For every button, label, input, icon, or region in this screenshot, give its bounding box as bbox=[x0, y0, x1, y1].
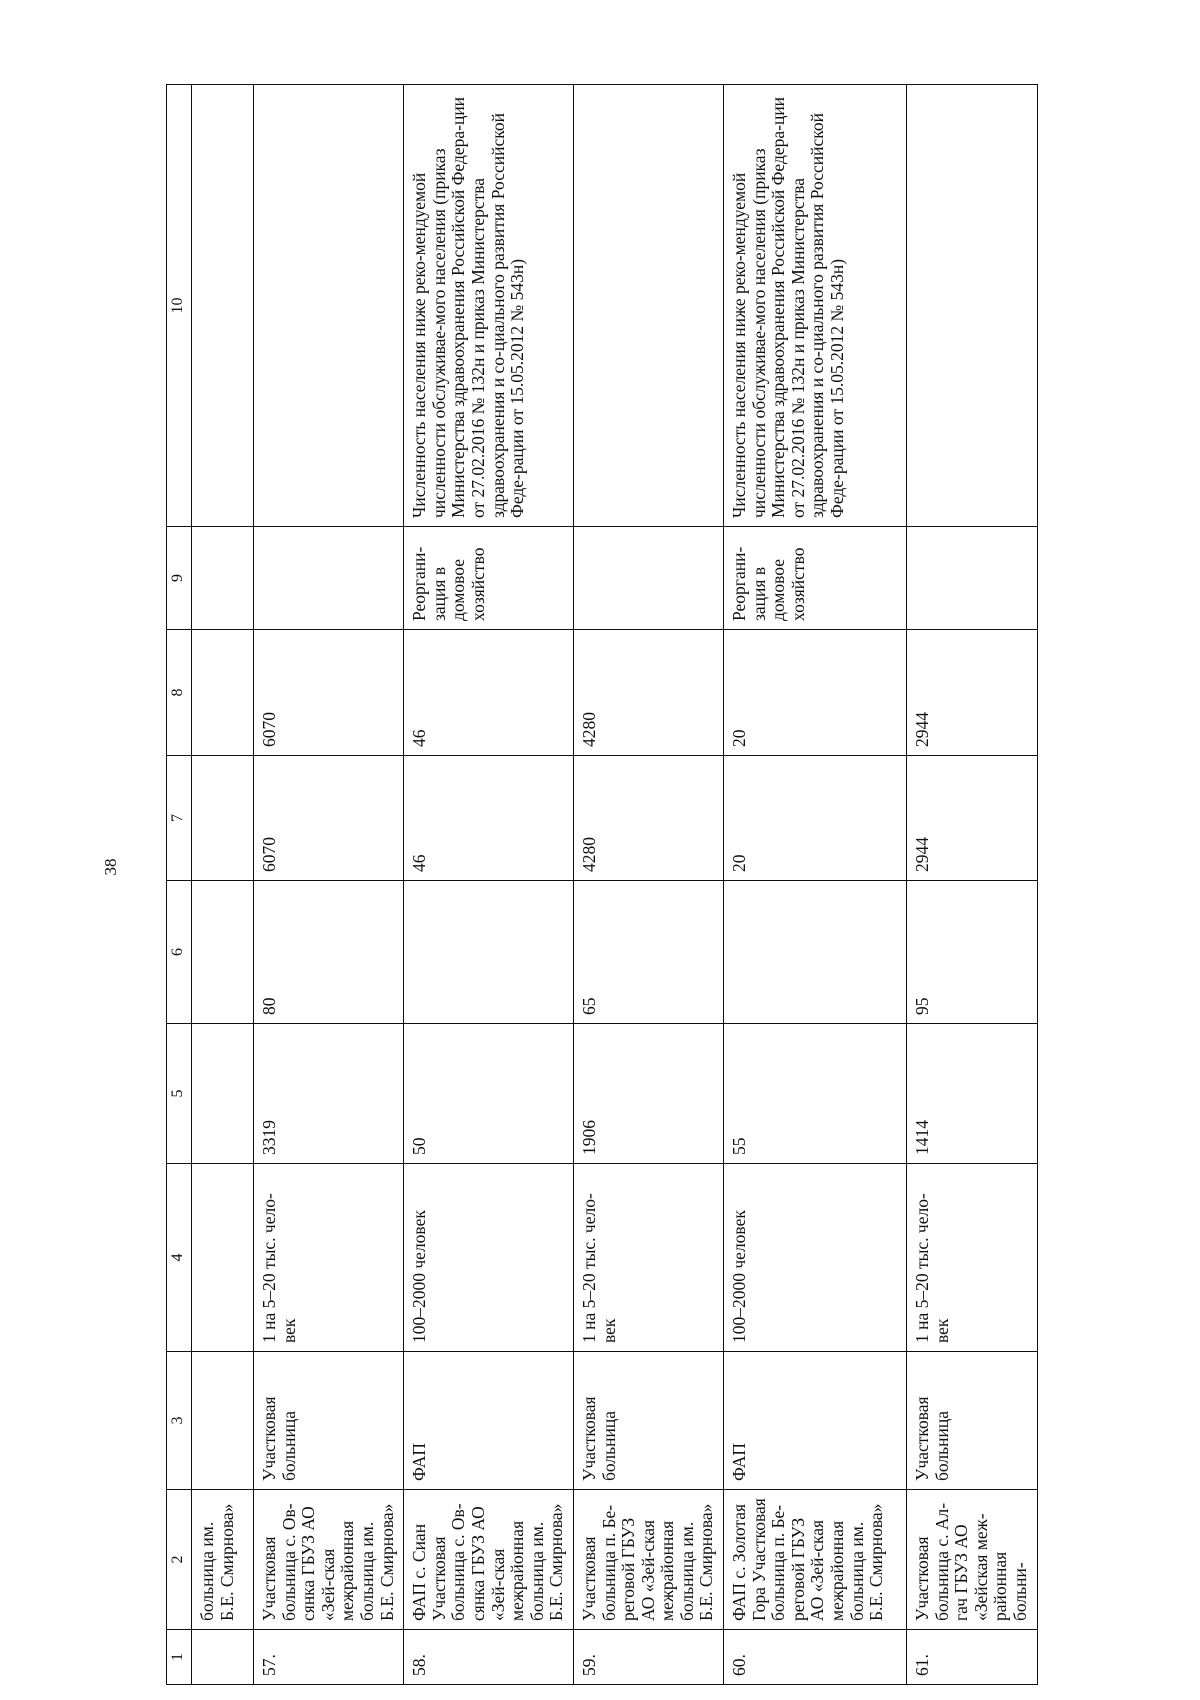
value-col6 bbox=[192, 881, 254, 1024]
row-number: 59. bbox=[573, 1630, 723, 1685]
justification bbox=[254, 85, 404, 527]
facility-name: Участковая больница п. Бе-реговой ГБУЗ АО «Зей-ская межрайонная больница им. Б.Е. Смирнова» bbox=[573, 1490, 723, 1630]
row-number: 58. bbox=[404, 1630, 574, 1685]
value-col5: 3319 bbox=[254, 1024, 404, 1164]
value-col8 bbox=[192, 630, 254, 756]
value-col7: 20 bbox=[724, 756, 907, 881]
value-col5: 1906 bbox=[573, 1024, 723, 1164]
norm bbox=[192, 1164, 254, 1352]
header-cell: 3 bbox=[167, 1352, 192, 1490]
table-row bbox=[404, 85, 574, 1685]
value-col7 bbox=[192, 756, 254, 881]
norm: 100–2000 человек bbox=[404, 1164, 574, 1352]
value-col8: 6070 bbox=[254, 630, 404, 756]
action: Реоргани-зация в домовое хозяйство bbox=[724, 527, 907, 630]
facility-name: Участковая больница с. Ов-сянка ГБУЗ АО «Зей-ская межрайонная больница им. Б.Е. Смирнова» bbox=[254, 1490, 404, 1630]
value-col6 bbox=[724, 881, 907, 1024]
facility-name: ФАП с. Золотая Гора Участковая больница п. Бе-реговой ГБУЗ АО «Зей-ская межрайонная больница им. Б.Е. Смирнова» bbox=[724, 1490, 907, 1630]
value-col8: 46 bbox=[404, 630, 574, 756]
header-cell: 10 bbox=[167, 85, 192, 527]
value-col5 bbox=[192, 1024, 254, 1164]
value-col8: 2944 bbox=[907, 630, 1038, 756]
table-row bbox=[192, 85, 254, 1685]
value-col7: 2944 bbox=[907, 756, 1038, 881]
facility-name: ФАП с. Сиан Участковая больница с. Ов-сянка ГБУЗ АО «Зей-ская межрайонная больница им. Б.Е. Смирнова» bbox=[404, 1490, 574, 1630]
justification bbox=[573, 85, 723, 527]
value-col7: 46 bbox=[404, 756, 574, 881]
norm: 1 на 5–20 тыс. чело-век bbox=[254, 1164, 404, 1352]
header-cell: 1 bbox=[167, 1630, 192, 1685]
table-row bbox=[573, 85, 723, 1685]
value-col8: 20 bbox=[724, 630, 907, 756]
rotated-table-container bbox=[166, 85, 1066, 1685]
row-number bbox=[192, 1630, 254, 1685]
facility-table bbox=[166, 84, 1038, 1685]
header-cell: 8 bbox=[167, 630, 192, 756]
value-col6 bbox=[404, 881, 574, 1024]
header-cell: 6 bbox=[167, 881, 192, 1024]
facility-type: ФАП bbox=[724, 1352, 907, 1490]
action bbox=[573, 527, 723, 630]
header-cell: 9 bbox=[167, 527, 192, 630]
facility-type: Участковая больница bbox=[907, 1352, 1038, 1490]
row-number: 60. bbox=[724, 1630, 907, 1685]
facility-type bbox=[192, 1352, 254, 1490]
norm: 1 на 5–20 тыс. чело-век bbox=[573, 1164, 723, 1352]
norm: 1 на 5–20 тыс. чело-век bbox=[907, 1164, 1038, 1352]
value-col5: 1414 bbox=[907, 1024, 1038, 1164]
justification bbox=[907, 85, 1038, 527]
value-col6: 95 bbox=[907, 881, 1038, 1024]
page-number: 38 bbox=[101, 858, 120, 876]
header-row bbox=[167, 85, 192, 1685]
value-col7: 4280 bbox=[573, 756, 723, 881]
table-row bbox=[724, 85, 907, 1685]
table-row bbox=[907, 85, 1038, 1685]
action: Реоргани-зация в домовое хозяйство bbox=[404, 527, 574, 630]
justification: Численность населения ниже реко-мендуемой численности обслуживае-мого населения (приказ Министерства здравоохранения Российской Федера-ции от 27.02.2016 № 132н и приказ Министерства здравоохранения и со-циального развития Российской Феде-рации от 15.05.2012 № 543н) bbox=[724, 85, 907, 527]
facility-name: больница им. Б.Е. Смирнова» bbox=[192, 1490, 254, 1630]
facility-type: Участковая больница bbox=[254, 1352, 404, 1490]
facility-type: Участковая больница bbox=[573, 1352, 723, 1490]
action bbox=[907, 527, 1038, 630]
justification: Численность населения ниже реко-мендуемой численности обслуживае-мого населения (приказ Министерства здравоохранения Российской Федера-ции от 27.02.2016 № 132н и приказ Министерства здравоохранения и со-циального развития Российской Феде-рации от 15.05.2012 № 543н) bbox=[404, 85, 574, 527]
value-col7: 6070 bbox=[254, 756, 404, 881]
value-col6: 65 bbox=[573, 881, 723, 1024]
norm: 100–2000 человек bbox=[724, 1164, 907, 1352]
facility-type: ФАП bbox=[404, 1352, 574, 1490]
header-cell: 5 bbox=[167, 1024, 192, 1164]
facility-name: Участковая больница с. Ал-гач ГБУЗ АО «Зейская меж-районная больни- bbox=[907, 1490, 1038, 1630]
row-number: 57. bbox=[254, 1630, 404, 1685]
value-col5: 55 bbox=[724, 1024, 907, 1164]
action bbox=[254, 527, 404, 630]
value-col8: 4280 bbox=[573, 630, 723, 756]
value-col6: 80 bbox=[254, 881, 404, 1024]
value-col5: 50 bbox=[404, 1024, 574, 1164]
header-cell: 7 bbox=[167, 756, 192, 881]
action bbox=[192, 527, 254, 630]
row-number: 61. bbox=[907, 1630, 1038, 1685]
header-cell: 4 bbox=[167, 1164, 192, 1352]
header-cell: 2 bbox=[167, 1490, 192, 1630]
justification bbox=[192, 85, 254, 527]
table-row bbox=[254, 85, 404, 1685]
